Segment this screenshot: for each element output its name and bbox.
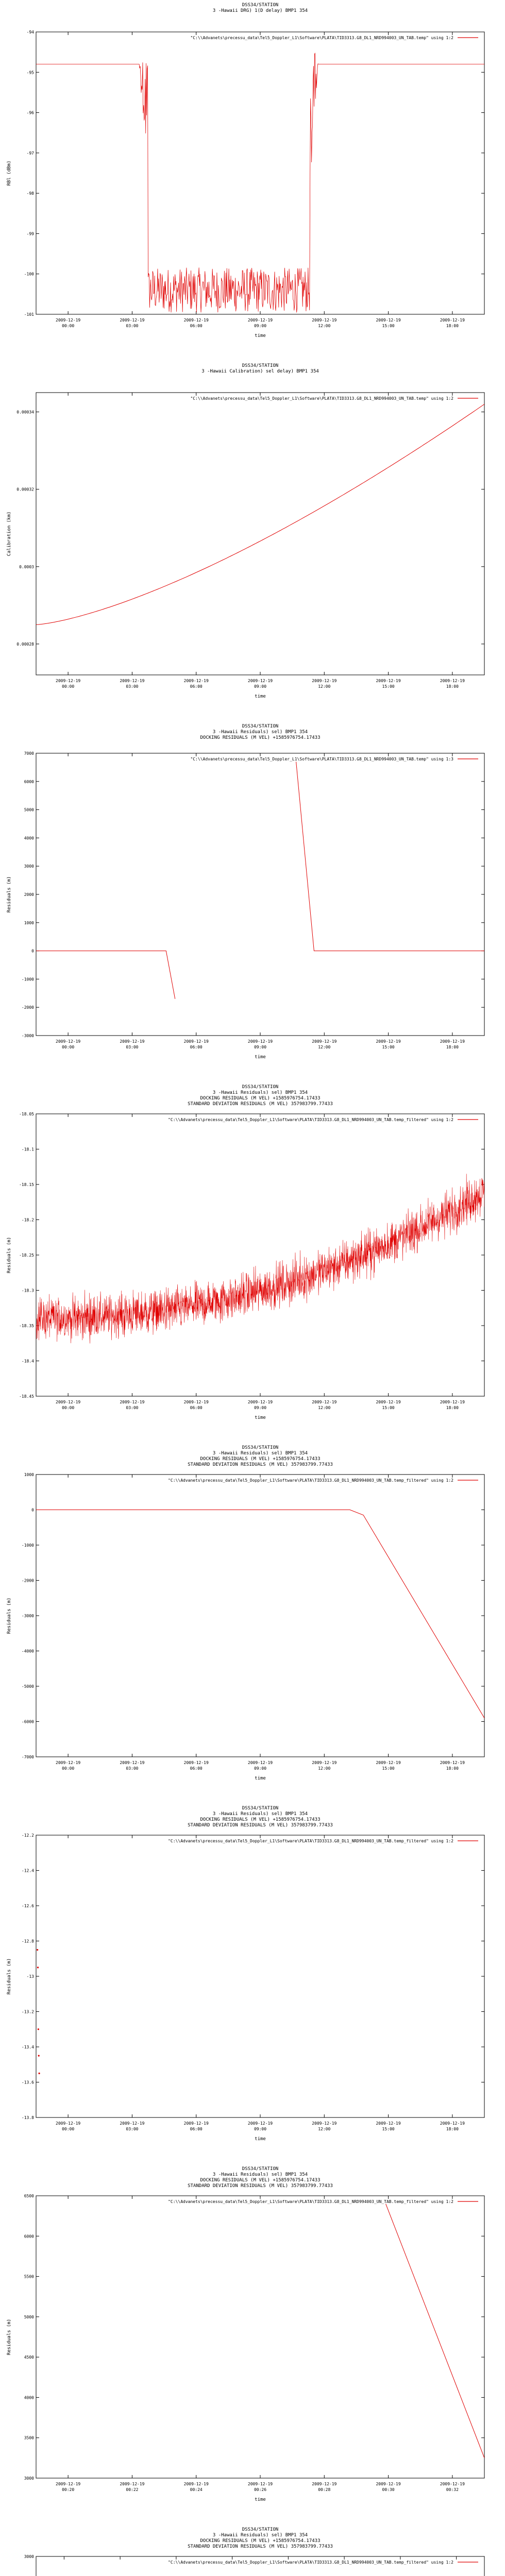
chart-panel-1	[7, 3, 484, 338]
x-tick-label-time: 00:20	[62, 2487, 75, 2492]
plot-frame	[36, 2196, 484, 2478]
series-line	[36, 1174, 484, 1343]
chart-header-line: 3 -Hawaii Residuals) sel) BMP1 354	[212, 1090, 308, 1095]
legend-label: "C:\\Advanets\precessu_data\Tel5_Doppler_L1\Software\PLATA\TID3313.G8_DL1_NRD994003_UN_TAB.temp" using 1:2	[190, 396, 453, 401]
plot-frame	[36, 1114, 484, 1396]
y-tick-label: -13.4	[21, 2045, 34, 2049]
x-tick-label-date: 2009-12-19	[376, 2482, 401, 2486]
x-tick-label-date: 2009-12-19	[120, 2121, 145, 2126]
y-tick-label: 3500	[24, 2435, 34, 2441]
x-tick-label-time: 00:24	[190, 2487, 203, 2492]
x-tick-label-date: 2009-12-19	[440, 2121, 465, 2126]
y-tick-label: 4500	[24, 2355, 34, 2360]
x-tick-label-date: 2009-12-19	[120, 2482, 145, 2486]
x-tick-label-date: 2009-12-19	[440, 2482, 465, 2486]
y-tick-label: -12.2	[21, 1833, 34, 1838]
x-tick-label-time: 00:32	[446, 2487, 459, 2492]
y-tick-label: -18.2	[21, 1217, 34, 1223]
x-tick-label-date: 2009-12-19	[247, 2482, 273, 2486]
y-axis-label: Residuals (m)	[7, 1958, 12, 1995]
y-tick-label: -12.8	[21, 1939, 34, 1944]
y-axis-label: RBl (dBm)	[7, 160, 12, 186]
data-series	[36, 1510, 484, 1718]
chart-header-line: 3 -Hawaii Residuals) sel) BMP1 354	[212, 2172, 308, 2177]
chart-header-line: 3 -Hawaii DRG) 1(D delay) BMP1 354	[212, 8, 308, 13]
series-line	[296, 761, 484, 951]
chart-panel-2	[7, 363, 484, 699]
x-tick-label-time: 15:00	[382, 684, 395, 689]
x-tick-label-time: 00:00	[62, 1405, 75, 1410]
x-tick-label-date: 2009-12-19	[440, 679, 465, 683]
chart-header-line: DSS34/STATION	[242, 2166, 279, 2172]
x-tick-label-time: 12:00	[318, 324, 331, 328]
y-tick-label: -12.4	[21, 1868, 34, 1873]
y-tick-label: -3000	[21, 1614, 34, 1618]
x-tick-label-date: 2009-12-19	[312, 2482, 337, 2486]
y-tick-label: 3000	[24, 2554, 34, 2559]
y-tick-label: 5500	[24, 2274, 34, 2279]
chart-header-line: DOCKING RESIDUALS (M VEL) +1585976754.17433	[200, 2538, 321, 2544]
x-tick-label-time: 06:00	[190, 1766, 203, 1771]
series-line	[36, 404, 484, 625]
x-axis-label: time	[255, 2137, 266, 2142]
y-tick-label: -3000	[21, 1033, 34, 1038]
chart-panel-7	[7, 2166, 484, 2502]
y-axis-label: Residuals (m)	[7, 876, 12, 913]
y-axis-label: Residuals (m)	[7, 1236, 12, 1274]
x-tick-label-time: 00:00	[62, 324, 75, 328]
y-tick-label: 7000	[24, 751, 34, 756]
plot-frame	[36, 393, 484, 675]
x-tick-label-time: 18:00	[446, 1405, 459, 1410]
x-tick-label-time: 18:00	[446, 1045, 459, 1049]
x-tick-label-time: 03:00	[126, 1045, 139, 1049]
y-tick-label: -18.25	[19, 1253, 34, 1258]
chart-panel-4	[7, 1084, 484, 1420]
x-tick-label-time: 12:00	[318, 2127, 331, 2131]
x-tick-label-time: 15:00	[382, 1045, 395, 1049]
x-tick-label-time: 00:26	[254, 2487, 267, 2492]
y-tick-label: -13	[26, 1974, 34, 1979]
x-tick-label-date: 2009-12-19	[247, 2121, 273, 2126]
legend	[168, 1117, 478, 1122]
legend	[168, 2560, 478, 2565]
x-axis-label: time	[255, 1776, 266, 1781]
legend-label: "C:\\Advanets\precessu_data\Tel5_Doppler_L1\Software\PLATA\TID3313.G8_DL1_NRD994003_UN_TAB.temp" using 1:2	[190, 36, 453, 40]
data-series	[36, 53, 484, 312]
y-tick-label: -98	[26, 191, 34, 196]
x-tick-label-time: 06:00	[190, 324, 203, 328]
x-tick-label-date: 2009-12-19	[247, 1039, 273, 1044]
x-tick-label-date: 2009-12-19	[247, 679, 273, 683]
x-tick-label-time: 03:00	[126, 2127, 139, 2131]
chart-header-line: DOCKING RESIDUALS (M VEL) +1585976754.17433	[200, 1096, 321, 1101]
y-tick-label: 5000	[24, 2314, 34, 2319]
x-tick-label-date: 2009-12-19	[120, 1760, 145, 1765]
x-tick-label-date: 2009-12-19	[183, 2121, 209, 2126]
x-tick-label-date: 2009-12-19	[376, 679, 401, 683]
chart-header-line: DSS34/STATION	[242, 724, 279, 729]
data-point	[37, 1967, 39, 1968]
x-tick-label-date: 2009-12-19	[56, 1400, 81, 1404]
x-tick-label-time: 03:00	[126, 324, 139, 328]
y-tick-label: 0.00034	[16, 410, 34, 415]
x-tick-label-date: 2009-12-19	[440, 318, 465, 323]
legend-label: "C:\\Advanets\precessu_data\Tel5_Doppler_L1\Software\PLATA\TID3313.G8_DL1_NRD994003_UN_TAB.temp_filtered" using 1:2	[168, 2560, 453, 2565]
chart-header-line: DSS34/STATION	[242, 2527, 279, 2532]
x-tick-label-time: 06:00	[190, 684, 203, 689]
series-line	[36, 951, 175, 999]
x-axis-label: time	[255, 333, 266, 338]
y-tick-label: 0.00032	[16, 487, 34, 492]
y-tick-label: 6000	[24, 2234, 34, 2239]
data-series	[36, 761, 484, 998]
y-tick-label: -7000	[21, 1755, 34, 1759]
y-tick-label: 0.0003	[19, 564, 34, 569]
x-tick-label-time: 15:00	[382, 324, 395, 328]
y-tick-label: -5000	[21, 1684, 34, 1689]
y-tick-label: 4000	[24, 836, 34, 841]
chart-header-line: 3 -Hawaii Calibration) sel delay) BMP1 354	[201, 369, 319, 374]
y-tick-label: -96	[26, 110, 34, 115]
x-tick-label-date: 2009-12-19	[312, 318, 337, 323]
legend	[168, 1478, 478, 1483]
x-tick-label-date: 2009-12-19	[312, 1400, 337, 1404]
chart-panel-6	[7, 1806, 484, 2142]
chart-header-line: DOCKING RESIDUALS (M VEL) +1585976754.17433	[200, 1456, 321, 1462]
y-tick-label: -99	[26, 231, 34, 236]
y-tick-label: 6500	[24, 2194, 34, 2198]
x-tick-label-time: 09:00	[254, 1405, 267, 1410]
x-tick-label-time: 18:00	[446, 324, 459, 328]
x-tick-label-date: 2009-12-19	[120, 1400, 145, 1404]
x-tick-label-date: 2009-12-19	[183, 2482, 209, 2486]
x-tick-label-date: 2009-12-19	[120, 679, 145, 683]
y-tick-label: 5000	[24, 807, 34, 812]
x-tick-label-date: 2009-12-19	[376, 1760, 401, 1765]
chart-header-line: DSS34/STATION	[242, 1806, 279, 1811]
y-tick-label: 0.00028	[16, 641, 34, 647]
y-tick-label: -18.05	[19, 1112, 34, 1116]
y-tick-label: -94	[26, 30, 34, 35]
x-tick-label-time: 03:00	[126, 1766, 139, 1771]
y-tick-label: -97	[26, 150, 34, 156]
x-tick-label-date: 2009-12-19	[312, 679, 337, 683]
legend	[190, 396, 478, 401]
y-tick-label: -13.6	[21, 2080, 34, 2085]
x-tick-label-time: 00:28	[318, 2487, 331, 2492]
y-tick-label: 3000	[24, 864, 34, 869]
y-tick-label: -2000	[21, 1578, 34, 1583]
legend-label: "C:\\Advanets\precessu_data\Tel5_Doppler_L1\Software\PLATA\TID3313.G8_DL1_NRD994003_UN_TAB.temp_filtered" using 1:2	[168, 2199, 453, 2204]
x-tick-label-date: 2009-12-19	[440, 1760, 465, 1765]
x-tick-label-time: 06:00	[190, 1405, 203, 1410]
y-tick-label: 0	[31, 1507, 34, 1513]
y-tick-label: 6000	[24, 779, 34, 784]
x-tick-label-date: 2009-12-19	[56, 1760, 81, 1765]
x-tick-label-time: 00:00	[62, 1766, 75, 1771]
x-tick-label-date: 2009-12-19	[56, 318, 81, 323]
x-tick-label-time: 00:30	[382, 2487, 395, 2492]
legend-label: "C:\\Advanets\precessu_data\Tel5_Doppler_L1\Software\PLATA\TID3313.G8_DL1_NRD994003_UN_TAB.temp" using 1:3	[190, 757, 453, 761]
chart-header-line: 3 -Hawaii Residuals) sel) BMP1 354	[212, 1451, 308, 1456]
y-tick-label: -18.3	[21, 1288, 34, 1293]
x-tick-label-date: 2009-12-19	[56, 2121, 81, 2126]
chart-header-line: DSS34/STATION	[242, 363, 279, 368]
legend	[168, 2199, 478, 2204]
chart-header-line: STANDARD DEVIATION RESIDUALS (M VEL) 357983799.77433	[188, 2183, 333, 2189]
x-tick-label-date: 2009-12-19	[183, 1760, 209, 1765]
x-tick-label-time: 00:00	[62, 684, 75, 689]
y-tick-label: -18.15	[19, 1182, 34, 1187]
x-tick-label-time: 15:00	[382, 2127, 395, 2131]
x-tick-label-time: 09:00	[254, 2127, 267, 2131]
y-axis-label: Residuals (m)	[7, 2318, 12, 2355]
x-tick-label-time: 18:00	[446, 684, 459, 689]
x-tick-label-time: 12:00	[318, 1405, 331, 1410]
x-tick-label-time: 06:00	[190, 1045, 203, 1049]
plot-frame	[36, 1835, 484, 2117]
series-line	[36, 1510, 484, 1718]
chart-header-line: DSS34/STATION	[242, 1445, 279, 1450]
chart-header-line: DOCKING RESIDUALS (M VEL) +1585976754.17433	[200, 2178, 321, 2183]
x-axis-label: time	[255, 1415, 266, 1420]
x-tick-label-time: 18:00	[446, 1766, 459, 1771]
y-tick-label: -13.8	[21, 2115, 34, 2120]
x-tick-label-date: 2009-12-19	[120, 1039, 145, 1044]
x-tick-label-time: 03:00	[126, 1405, 139, 1410]
y-tick-label: -18.35	[19, 1324, 34, 1328]
y-tick-label: -13.2	[21, 2009, 34, 2014]
chart-header-line: STANDARD DEVIATION RESIDUALS (M VEL) 357983799.77433	[188, 1101, 333, 1107]
x-tick-label-date: 2009-12-19	[440, 1039, 465, 1044]
x-tick-label-time: 12:00	[318, 1766, 331, 1771]
x-tick-label-time: 12:00	[318, 684, 331, 689]
chart-header-line: DSS34/STATION	[242, 1084, 279, 1090]
x-tick-label-date: 2009-12-19	[183, 679, 209, 683]
legend-label: "C:\\Advanets\precessu_data\Tel5_Doppler_L1\Software\PLATA\TID3313.G8_DL1_NRD994003_UN_TAB.temp_filtered" using 1:2	[168, 1839, 453, 1843]
data-point	[38, 2073, 40, 2074]
legend-label: "C:\\Advanets\precessu_data\Tel5_Doppler_L1\Software\PLATA\TID3313.G8_DL1_NRD994003_UN_TAB.temp_filtered" using 1:2	[168, 1478, 453, 1483]
y-tick-label: -18.45	[19, 1394, 34, 1399]
x-tick-label-time: 09:00	[254, 324, 267, 328]
chart-panel-3	[7, 724, 484, 1060]
y-tick-label: 4000	[24, 2395, 34, 2400]
y-tick-label: -18.4	[21, 1359, 34, 1364]
x-tick-label-date: 2009-12-19	[440, 1400, 465, 1404]
plot-frame	[36, 753, 484, 1036]
x-tick-label-date: 2009-12-19	[247, 1760, 273, 1765]
legend	[190, 36, 478, 40]
x-tick-label-date: 2009-12-19	[376, 2121, 401, 2126]
y-tick-label: 1000	[24, 1472, 34, 1477]
y-tick-label: -101	[24, 312, 34, 317]
x-tick-label-date: 2009-12-19	[376, 1400, 401, 1404]
plot-frame	[36, 1475, 484, 1757]
legend	[168, 1839, 478, 1843]
plot-frame	[36, 2556, 484, 2576]
y-axis-label: Residuals (m)	[7, 1597, 12, 1634]
y-tick-label: -6000	[21, 1719, 34, 1724]
x-tick-label-date: 2009-12-19	[247, 318, 273, 323]
x-axis-label: time	[255, 1055, 266, 1060]
y-tick-label: -18.1	[21, 1147, 34, 1152]
y-tick-label: 3000	[24, 2476, 34, 2481]
x-tick-label-time: 15:00	[382, 1766, 395, 1771]
chart-panel-8	[7, 2527, 484, 2576]
x-tick-label-date: 2009-12-19	[183, 1400, 209, 1404]
series-line	[36, 53, 484, 312]
x-tick-label-time: 09:00	[254, 1766, 267, 1771]
data-point	[37, 1949, 38, 1951]
x-tick-label-date: 2009-12-19	[376, 318, 401, 323]
x-tick-label-date: 2009-12-19	[56, 1039, 81, 1044]
data-series	[36, 1174, 484, 1343]
x-tick-label-date: 2009-12-19	[183, 318, 209, 323]
x-tick-label-time: 06:00	[190, 2127, 203, 2131]
chart-header-line: STANDARD DEVIATION RESIDUALS (M VEL) 357983799.77433	[188, 2544, 333, 2549]
chart-header-line: DOCKING RESIDUALS (M VEL) +1585976754.17433	[200, 1817, 321, 1822]
chart-header-line: DSS34/STATION	[242, 3, 279, 8]
x-tick-label-date: 2009-12-19	[247, 1400, 273, 1404]
chart-header-line: 3 -Hawaii Residuals) sel) BMP1 354	[212, 2533, 308, 2538]
plot-frame	[36, 32, 484, 314]
x-tick-label-date: 2009-12-19	[312, 1039, 337, 1044]
x-tick-label-time: 15:00	[382, 1405, 395, 1410]
x-tick-label-time: 03:00	[126, 684, 139, 689]
y-tick-label: 0	[31, 948, 34, 954]
data-series	[386, 2204, 484, 2458]
y-tick-label: 1000	[24, 920, 34, 925]
y-tick-label: -1000	[21, 1543, 34, 1548]
x-tick-label-time: 00:22	[126, 2487, 139, 2492]
y-tick-label: -100	[24, 272, 34, 277]
data-point	[38, 2055, 40, 2057]
y-axis-label: Calibration (km)	[7, 511, 12, 556]
chart-header-line: DOCKING RESIDUALS (M VEL) +1585976754.17433	[200, 735, 321, 740]
chart-header-line: STANDARD DEVIATION RESIDUALS (M VEL) 357983799.77433	[188, 1823, 333, 1828]
legend-label: "C:\\Advanets\precessu_data\Tel5_Doppler_L1\Software\PLATA\TID3313.G8_DL1_NRD994003_UN_TAB.temp_filtered" using 1:2	[168, 1117, 453, 1122]
x-tick-label-date: 2009-12-19	[312, 1760, 337, 1765]
x-tick-label-date: 2009-12-19	[183, 1039, 209, 1044]
x-tick-label-time: 09:00	[254, 684, 267, 689]
y-tick-label: -2000	[21, 1005, 34, 1010]
y-tick-label: -4000	[21, 1649, 34, 1654]
x-tick-label-time: 00:00	[62, 1045, 75, 1049]
chart-header-line: STANDARD DEVIATION RESIDUALS (M VEL) 357983799.77433	[188, 1462, 333, 1467]
x-tick-label-date: 2009-12-19	[312, 2121, 337, 2126]
x-tick-label-time: 00:00	[62, 2127, 75, 2131]
series-line	[386, 2204, 484, 2458]
x-tick-label-date: 2009-12-19	[120, 318, 145, 323]
x-tick-label-date: 2009-12-19	[56, 2482, 81, 2486]
legend	[190, 757, 478, 761]
y-tick-label: -95	[26, 70, 34, 75]
y-tick-label: 2000	[24, 892, 34, 897]
x-axis-label: time	[255, 694, 266, 699]
x-tick-label-date: 2009-12-19	[56, 679, 81, 683]
y-tick-label: -12.6	[21, 1904, 34, 1908]
x-tick-label-time: 12:00	[318, 1045, 331, 1049]
x-tick-label-time: 18:00	[446, 2127, 459, 2131]
x-tick-label-date: 2009-12-19	[376, 1039, 401, 1044]
chart-header-line: 3 -Hawaii Residuals) sel) BMP1 354	[212, 1811, 308, 1817]
y-tick-label: -1000	[21, 977, 34, 982]
x-tick-label-time: 09:00	[254, 1045, 267, 1049]
data-series	[36, 404, 484, 625]
chart-panel-5	[7, 1445, 484, 1781]
data-point	[38, 2028, 39, 2030]
chart-header-line: 3 -Hawaii Residuals) sel) BMP1 354	[212, 730, 308, 735]
x-axis-label: time	[255, 2497, 266, 2502]
